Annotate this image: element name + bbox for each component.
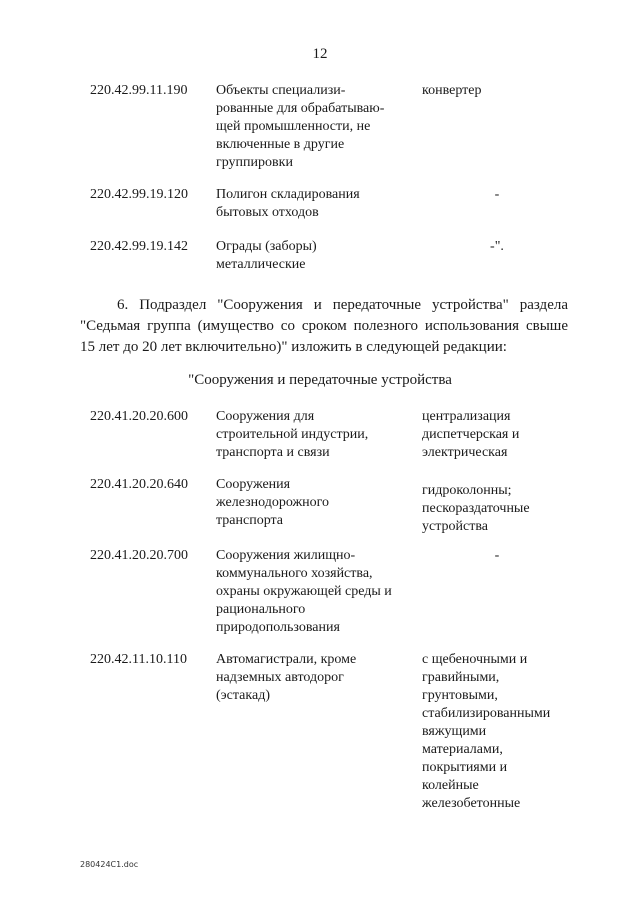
asset-name <box>216 82 406 172</box>
okof-code: 220.41.20.20.640 <box>90 477 188 492</box>
okof-code: 220.42.99.19.120 <box>90 187 188 202</box>
okof-code: 220.42.99.11.190 <box>90 83 188 98</box>
asset-name-text: Объекты специализи- рованные для обрабатываю- щей промышленности, не включенные в другие группировки <box>216 83 385 170</box>
okof-code: 220.41.20.20.700 <box>90 548 188 563</box>
okof-code: 220.42.99.19.142 <box>90 239 188 254</box>
section-heading: "Сооружения и передаточные устройства <box>188 372 452 388</box>
paragraph-line: 15 лет до 20 лет включительно)" изложить в следующей редакции: <box>80 339 507 355</box>
amendment-paragraph <box>80 295 568 358</box>
asset-note <box>422 482 612 536</box>
asset-name-text: Сооружения железнодорожного транспорта <box>216 477 330 528</box>
asset-note-text: с щебеночными и гравийными, грунтовыми, стабилизированными вяжущими материалами, покрытиями и колейные железобетонные <box>422 652 551 811</box>
asset-name-text: Сооружения жилищно- коммунального хозяйства, охраны окружающей среды и рационального природопользования <box>216 548 392 635</box>
page-number: 12 <box>312 46 328 62</box>
paragraph-line: 6. Подраздел "Сооружения и передаточные устройства" раздела <box>117 297 568 313</box>
asset-name <box>216 186 406 222</box>
asset-name-text: Автомагистрали, кроме надземных автодорог (эстакад) <box>216 652 357 703</box>
asset-name-text: Полигон складирования бытовых отходов <box>216 187 360 220</box>
asset-note: конвертер <box>422 83 482 98</box>
okof-code: 220.41.20.20.600 <box>90 409 188 424</box>
asset-name <box>216 408 406 462</box>
asset-name-text: Ограды (заборы) металлические <box>216 239 317 272</box>
asset-note-text: централизация диспетчерская и электрическая <box>422 409 520 460</box>
asset-note: -". <box>490 239 504 254</box>
asset-name <box>216 547 406 637</box>
paragraph-line: "Седьмая группа (имущество со сроком полезного использования свыше <box>80 318 568 334</box>
asset-name-text: Сооружения для строительной индустрии, транспорта и связи <box>216 409 369 460</box>
asset-note-text: гидроколонны; пескораздаточные устройства <box>422 483 530 534</box>
file-name-footer: 280424C1.doc <box>80 860 139 869</box>
okof-code: 220.42.11.10.110 <box>90 652 187 667</box>
asset-note <box>422 651 612 813</box>
asset-note <box>422 408 612 462</box>
asset-note: - <box>494 548 500 563</box>
asset-name <box>216 651 406 705</box>
asset-name <box>216 476 406 530</box>
asset-name <box>216 238 406 274</box>
asset-note: - <box>494 187 500 202</box>
